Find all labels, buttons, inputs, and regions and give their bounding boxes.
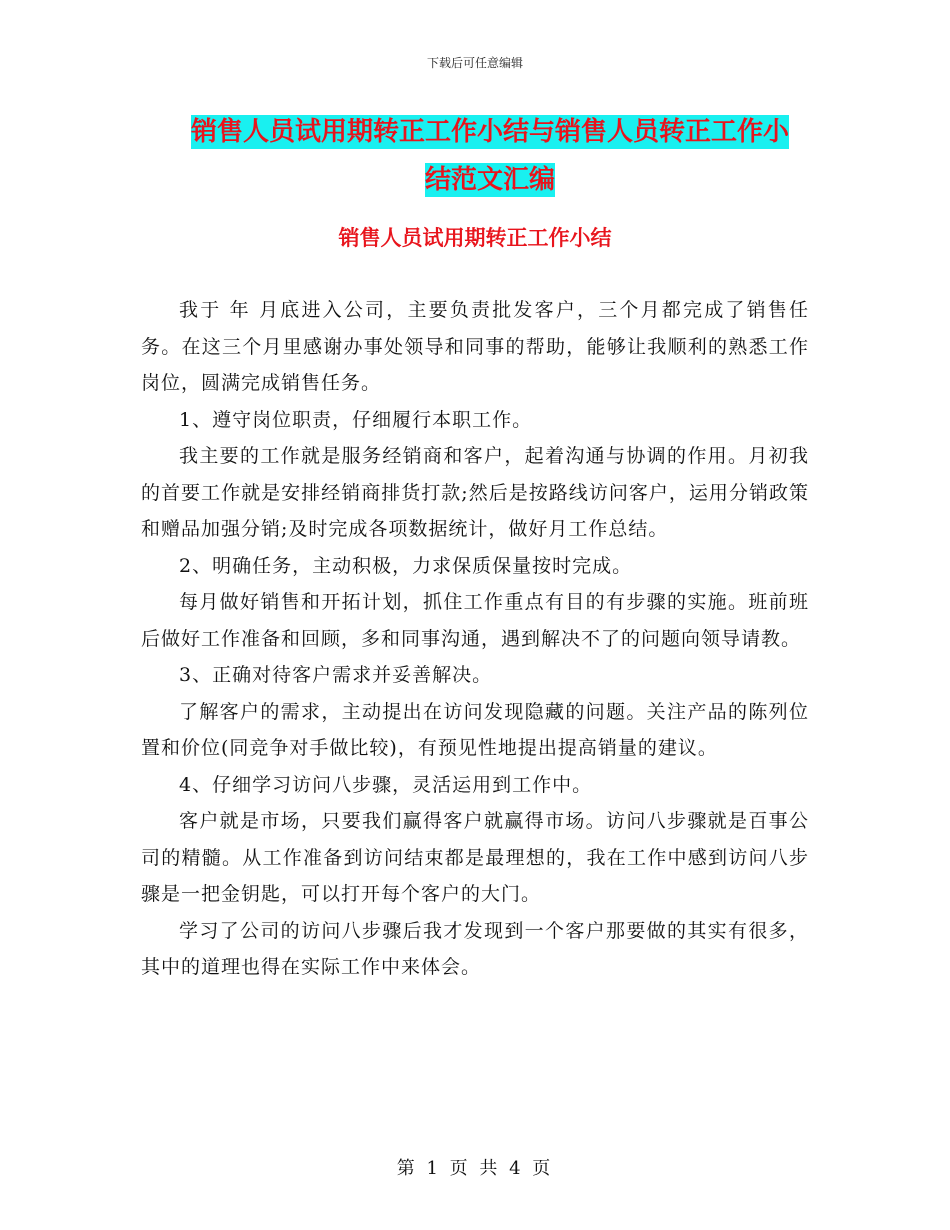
paragraph: 每月做好销售和开拓计划，抓住工作重点有目的有步骤的实施。班前班后做好工作准备和回顾，多和同事沟通，遇到解决不了的问题向领导请教。 — [141, 591, 809, 650]
title-line-2: 结范文汇编 — [424, 165, 555, 195]
section-title: 销售人员试用期转正工作小结 — [338, 226, 612, 250]
paragraph: 我主要的工作就是服务经销商和客户，起着沟通与协调的作用。月初我的首要工作就是安排经销商排货打款;然后是按路线访问客户，运用分销政策和赠品加强分销;及时完成各项数据统计，做好月工作总结。 — [141, 445, 809, 540]
paragraph: 4、仔细学习访问八步骤，灵活运用到工作中。 — [179, 773, 593, 796]
header-note: 下载后可任意编辑 — [426, 56, 523, 70]
paragraph: 学习了公司的访问八步骤后我才发现到一个客户那要做的其实有很多，其中的道理也得在实际工作中来体会。 — [141, 919, 809, 978]
paragraph: 了解客户的需求，主动提出在访问发现隐藏的问题。关注产品的陈列位置和价位(同竞争对手做比较)，有预见性地提出提高销量的建议。 — [141, 700, 809, 759]
paragraph: 我于 年 月底进入公司，主要负责批发客户，三个月都完成了销售任务。在这三个月里感谢办事处领导和同事的帮助，能够让我顺利的熟悉工作岗位，圆满完成销售任务。 — [141, 299, 809, 394]
document-body — [141, 292, 809, 986]
title-line-1: 销售人员试用期转正工作小结与销售人员转正工作小 — [190, 117, 789, 147]
paragraph: 3、正确对待客户需求并妥善解决。 — [179, 664, 493, 686]
paragraph: 客户就是市场，只要我们赢得客户就赢得市场。访问八步骤就是百事公司的精髓。从工作准备到访问结束都是最理想的，我在工作中感到访问八步骤是一把金钥匙，可以打开每个客户的大门。 — [141, 810, 809, 905]
document-title — [140, 108, 840, 204]
paragraph: 1、遵守岗位职责，仔细履行本职工作。 — [179, 408, 533, 431]
page-footer: 第 1 页 共 4 页 — [396, 1158, 554, 1179]
paragraph: 2、明确任务，主动积极，力求保质保量按时完成。 — [179, 554, 633, 577]
